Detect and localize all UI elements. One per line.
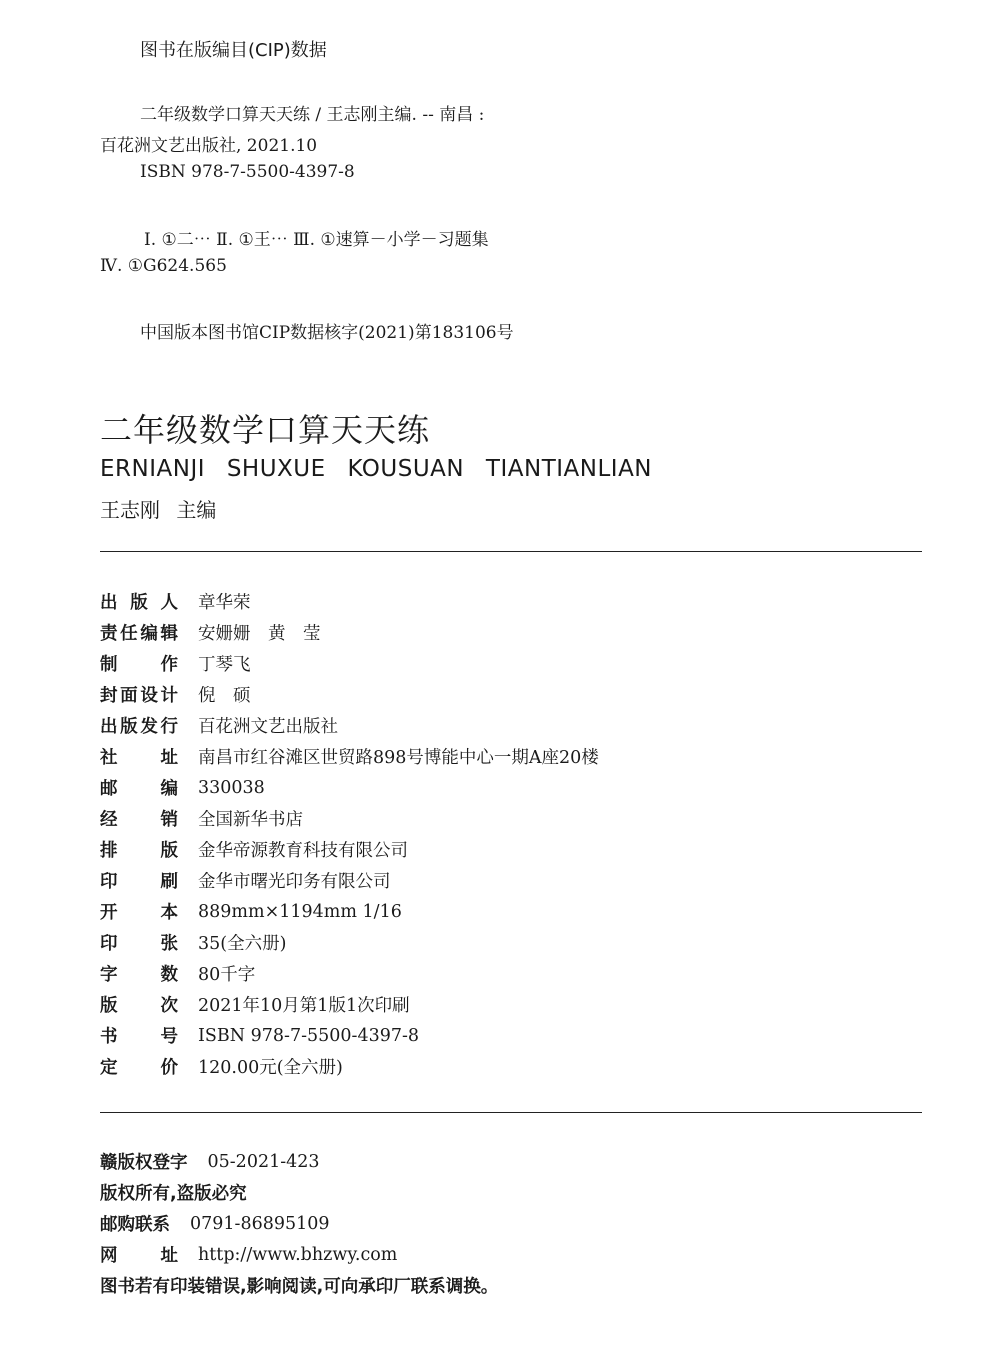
info-value: 南昌市红谷滩区世贸路898号博能中心一期A座20楼	[198, 748, 599, 768]
info-label-char: 出	[100, 717, 118, 737]
info-row	[100, 896, 599, 927]
web-value[interactable]: http://www.bhzwy.com	[198, 1244, 398, 1265]
info-row	[100, 803, 599, 834]
info-label-char: 计	[160, 686, 178, 706]
notice-row	[100, 1270, 498, 1301]
info-value: 丁琴飞	[198, 655, 251, 675]
info-label-char: 本	[160, 903, 178, 923]
info-value: 安姗姗 黄 莹	[198, 624, 321, 644]
info-label-char: 次	[160, 996, 178, 1016]
info-label-char: 制	[100, 655, 118, 675]
info-label-char: 面	[120, 686, 138, 706]
web-label	[100, 1242, 178, 1267]
info-label-char: 责	[100, 624, 118, 644]
info-label-char: 设	[140, 686, 158, 706]
info-label-char: 版	[120, 717, 138, 737]
info-label-char: 版	[160, 841, 178, 861]
info-value: ISBN 978-7-5500-4397-8	[198, 1025, 420, 1046]
info-label-char: 价	[160, 1058, 178, 1078]
book-title: 二年级数学口算天天练	[100, 411, 431, 449]
info-value: 2021年10月第1版1次印刷	[198, 996, 410, 1016]
book-pinyin-title: ERNIANJI SHUXUE KOUSUAN TIANTIANLIAN	[100, 456, 653, 482]
info-value: 330038	[198, 777, 265, 798]
info-label-char: 定	[100, 1058, 118, 1078]
info-label	[100, 713, 178, 738]
cip-line-3: ISBN 978-7-5500-4397-8	[140, 162, 355, 182]
mail-value: 0791-86895109	[190, 1213, 330, 1234]
info-label	[100, 682, 178, 707]
info-label	[100, 1023, 178, 1048]
info-label-char: 发	[140, 717, 158, 737]
info-label-char: 排	[100, 841, 118, 861]
info-label-char: 封	[100, 686, 118, 706]
book-editor: 王志刚 主编	[100, 498, 217, 522]
info-label-char: 邮	[100, 779, 118, 799]
info-value: 80千字	[198, 965, 256, 985]
info-label	[100, 651, 178, 676]
info-label	[100, 930, 178, 955]
info-label-char: 辑	[160, 624, 178, 644]
info-label-char: 印	[100, 872, 118, 892]
info-value: 章华荣	[198, 593, 251, 613]
info-label	[100, 775, 178, 800]
web-row	[100, 1239, 498, 1270]
info-label-char: 人	[160, 593, 178, 613]
info-label-char: 字	[100, 965, 118, 985]
print-error-notice: 图书若有印装错误,影响阅读,可向承印厂联系调换。	[100, 1277, 499, 1297]
footer-info	[100, 1146, 498, 1301]
info-label-char: 书	[100, 1027, 118, 1047]
cip-heading: 图书在版编目(CIP)数据	[140, 40, 327, 61]
info-label-char: 印	[100, 934, 118, 954]
info-label	[100, 837, 178, 862]
info-label	[100, 1054, 178, 1079]
info-row	[100, 989, 599, 1020]
web-label-char: 网	[100, 1246, 118, 1266]
info-label-char: 版	[130, 593, 148, 613]
info-value: 全国新华书店	[198, 810, 303, 830]
info-value: 倪 硕	[198, 686, 251, 706]
info-label-char: 张	[160, 934, 178, 954]
info-label-char: 编	[140, 624, 158, 644]
divider-bottom	[100, 1112, 922, 1113]
publication-info	[100, 586, 599, 1082]
info-label-char: 作	[160, 655, 178, 675]
cip-line-2: 百花洲文艺出版社, 2021.10	[100, 136, 318, 156]
info-label-char: 社	[100, 748, 118, 768]
info-label-char: 址	[160, 748, 178, 768]
info-row	[100, 772, 599, 803]
info-label-char: 版	[100, 996, 118, 1016]
registration-label: 赣版权登字	[100, 1153, 188, 1173]
info-label	[100, 806, 178, 831]
info-row	[100, 710, 599, 741]
info-label	[100, 899, 178, 924]
info-label	[100, 744, 178, 769]
info-label-char: 数	[160, 965, 178, 985]
info-value: 120.00元(全六册)	[198, 1058, 343, 1078]
info-row	[100, 1020, 599, 1051]
rights-row	[100, 1177, 498, 1208]
cip-line-4: Ⅰ. ①二⋯ Ⅱ. ①王⋯ Ⅲ. ①速算－小学－习题集	[144, 230, 489, 250]
web-label-char: 址	[160, 1246, 178, 1266]
info-value: 889mm×1194mm 1/16	[198, 901, 402, 922]
info-row	[100, 741, 599, 772]
registration-row	[100, 1146, 498, 1177]
info-label-char: 刷	[160, 872, 178, 892]
info-value: 金华帝源教育科技有限公司	[198, 841, 408, 861]
info-value: 百花洲文艺出版社	[198, 717, 338, 737]
info-row	[100, 679, 599, 710]
info-row	[100, 927, 599, 958]
info-label-char: 号	[160, 1027, 178, 1047]
info-label-char: 出	[100, 593, 118, 613]
mail-row	[100, 1208, 498, 1239]
info-label-char: 开	[100, 903, 118, 923]
cip-line-1: 二年级数学口算天天练 / 王志刚主编. -- 南昌 :	[140, 105, 485, 125]
info-label	[100, 868, 178, 893]
info-row	[100, 648, 599, 679]
cip-line-5: Ⅳ. ①G624.565	[100, 256, 227, 276]
info-label-char: 经	[100, 810, 118, 830]
info-row	[100, 958, 599, 989]
info-row	[100, 834, 599, 865]
divider-top	[100, 551, 922, 552]
info-row	[100, 1051, 599, 1082]
registration-value: 05-2021-423	[207, 1151, 320, 1172]
info-label-char: 销	[160, 810, 178, 830]
rights-notice: 版权所有,盗版必究	[100, 1184, 247, 1204]
info-label	[100, 620, 178, 645]
info-label-char: 编	[160, 779, 178, 799]
info-value: 35(全六册)	[198, 934, 287, 954]
cip-line-6: 中国版本图书馆CIP数据核字(2021)第183106号	[140, 323, 514, 343]
info-label	[100, 992, 178, 1017]
info-value: 金华市曙光印务有限公司	[198, 872, 391, 892]
info-label	[100, 589, 178, 614]
info-row	[100, 586, 599, 617]
info-label-char: 任	[120, 624, 138, 644]
mail-label: 邮购联系	[100, 1215, 170, 1235]
info-label-char: 行	[160, 717, 178, 737]
info-row	[100, 617, 599, 648]
info-label	[100, 961, 178, 986]
info-row	[100, 865, 599, 896]
